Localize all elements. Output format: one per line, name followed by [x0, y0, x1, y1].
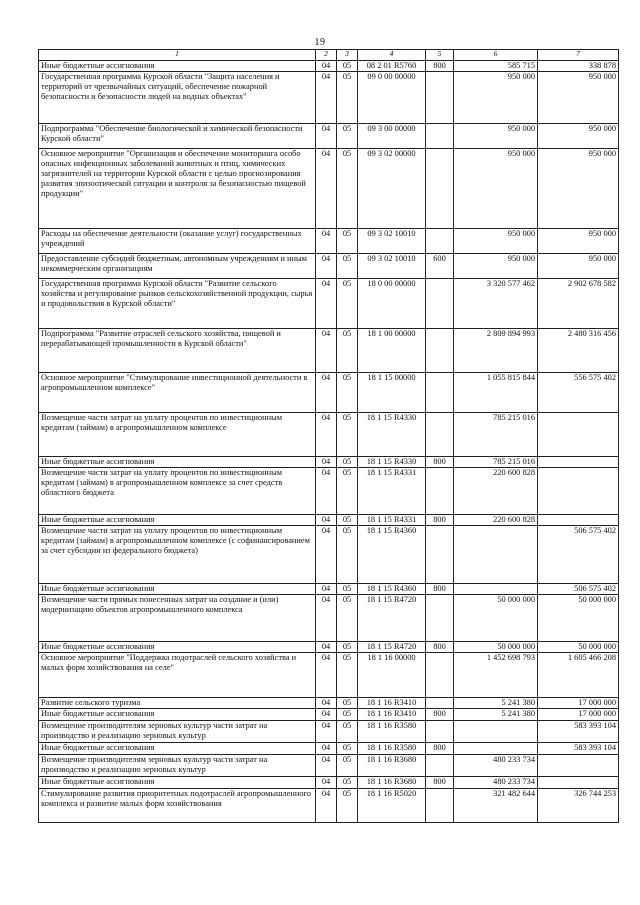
- target-article-code: 18 1 15 R4330: [358, 413, 426, 457]
- subsection-code: 05: [337, 329, 358, 373]
- section-code: 04: [316, 709, 337, 721]
- target-article-code: 18 1 16 R3680: [358, 777, 426, 789]
- table-row: [39, 515, 619, 526]
- expense-type-code: [426, 149, 454, 229]
- target-article-code: 18 1 15 R4330: [358, 457, 426, 468]
- amount-year-2: 556 575 402: [538, 373, 619, 413]
- amount-year-1: 220 600 828: [454, 468, 538, 515]
- expense-type-code: [426, 755, 454, 777]
- expense-type-code: [426, 526, 454, 584]
- amount-year-2: [538, 515, 619, 526]
- row-description: Иные бюджетные ассигнования: [39, 642, 316, 653]
- target-article-code: 18 1 16 R3580: [358, 743, 426, 755]
- column-header: 6: [454, 50, 538, 61]
- section-code: 04: [316, 329, 337, 373]
- target-article-code: 18 1 15 R4720: [358, 642, 426, 653]
- amount-year-1: 3 320 577 462: [454, 279, 538, 329]
- target-article-code: 18 1 16 00000: [358, 653, 426, 698]
- table-row: [39, 254, 619, 279]
- target-article-code: 18 1 16 R3410: [358, 698, 426, 709]
- table-row: [39, 642, 619, 653]
- section-code: 04: [316, 698, 337, 709]
- row-description: Иные бюджетные ассигнования: [39, 709, 316, 721]
- column-header-row: [39, 50, 619, 61]
- target-article-code: 18 1 16 R3580: [358, 721, 426, 743]
- section-code: 04: [316, 457, 337, 468]
- column-header: 5: [426, 50, 454, 61]
- amount-year-1: 50 000 000: [454, 595, 538, 642]
- amount-year-1: 5 241 380: [454, 698, 538, 709]
- target-article-code: 08 2 01 R5760: [358, 61, 426, 72]
- table-body: [39, 50, 619, 823]
- row-description: Основное мероприятие "Поддержка подотраслей сельского хозяйства и малых форм хозяйствования на селе": [39, 653, 316, 698]
- section-code: 04: [316, 789, 337, 823]
- row-description: Основное мероприятие "Организация и обеспечение мониторинга особо опасных инфекционных заболеваний животных и птиц, химических загрязнителей на территории Курской области с целью прогнозирования развития эпизоотической ситуации и контроля за безопасностью пищевой продукции": [39, 149, 316, 229]
- amount-year-1: 2 809 894 993: [454, 329, 538, 373]
- target-article-code: 09 0 00 00000: [358, 72, 426, 124]
- target-article-code: 09 3 02 00000: [358, 149, 426, 229]
- table-row: [39, 698, 619, 709]
- row-description: Иные бюджетные ассигнования: [39, 584, 316, 595]
- row-description: Подпрограмма "Развитие отраслей сельского хозяйства, пищевой и перерабатывающей промышленности в Курской области": [39, 329, 316, 373]
- target-article-code: 18 1 16 R3410: [358, 709, 426, 721]
- subsection-code: 05: [337, 789, 358, 823]
- table-row: [39, 124, 619, 149]
- amount-year-2: 50 000 000: [538, 642, 619, 653]
- expense-type-code: [426, 413, 454, 457]
- subsection-code: 05: [337, 72, 358, 124]
- amount-year-2: 17 000 000: [538, 709, 619, 721]
- amount-year-2: 2 902 678 582: [538, 279, 619, 329]
- column-header: 4: [358, 50, 426, 61]
- expense-type-code: 800: [426, 777, 454, 789]
- amount-year-1: 785 215 016: [454, 457, 538, 468]
- expense-type-code: [426, 595, 454, 642]
- table-row: [39, 61, 619, 72]
- subsection-code: 05: [337, 721, 358, 743]
- column-header: 3: [337, 50, 358, 61]
- expense-type-code: [426, 329, 454, 373]
- row-description: Иные бюджетные ассигнования: [39, 515, 316, 526]
- amount-year-1: [454, 721, 538, 743]
- amount-year-2: [538, 777, 619, 789]
- expense-type-code: 800: [426, 709, 454, 721]
- subsection-code: 05: [337, 595, 358, 642]
- table-row: [39, 743, 619, 755]
- amount-year-2: 1 605 466 208: [538, 653, 619, 698]
- amount-year-1: 950 000: [454, 124, 538, 149]
- amount-year-2: 326 744 253: [538, 789, 619, 823]
- amount-year-1: 785 215 016: [454, 413, 538, 457]
- amount-year-2: 950 000: [538, 254, 619, 279]
- table-row: [39, 468, 619, 515]
- section-code: 04: [316, 721, 337, 743]
- section-code: 04: [316, 595, 337, 642]
- amount-year-1: 950 000: [454, 72, 538, 124]
- section-code: 04: [316, 777, 337, 789]
- table-row: [39, 72, 619, 124]
- amount-year-2: 950 000: [538, 229, 619, 254]
- amount-year-1: 50 000 000: [454, 642, 538, 653]
- table-row: [39, 413, 619, 457]
- expense-type-code: 800: [426, 642, 454, 653]
- subsection-code: 05: [337, 457, 358, 468]
- subsection-code: 05: [337, 777, 358, 789]
- amount-year-2: 338 878: [538, 61, 619, 72]
- amount-year-2: 583 393 104: [538, 743, 619, 755]
- target-article-code: 09 3 00 00000: [358, 124, 426, 149]
- target-article-code: 09 3 02 10010: [358, 229, 426, 254]
- amount-year-1: 321 482 644: [454, 789, 538, 823]
- table-row: [39, 229, 619, 254]
- row-description: Возмещение части прямых понесенных затрат на создание и (или) модернизацию объектов агропромышленного комплекса: [39, 595, 316, 642]
- amount-year-2: 17 000 000: [538, 698, 619, 709]
- section-code: 04: [316, 279, 337, 329]
- amount-year-2: 50 000 000: [538, 595, 619, 642]
- table-row: [39, 709, 619, 721]
- amount-year-2: 950 000: [538, 124, 619, 149]
- section-code: 04: [316, 755, 337, 777]
- row-description: Государственная программа Курской области "Развитие сельского хозяйства и регулирование рынков сельскохозяйственной продукции, сырья и продовольствия в Курской области": [39, 279, 316, 329]
- table-row: [39, 584, 619, 595]
- amount-year-1: 950 000: [454, 254, 538, 279]
- target-article-code: 18 1 15 00000: [358, 373, 426, 413]
- expense-type-code: 800: [426, 457, 454, 468]
- subsection-code: 05: [337, 61, 358, 72]
- target-article-code: 18 1 15 R4720: [358, 595, 426, 642]
- amount-year-2: 2 480 316 456: [538, 329, 619, 373]
- expense-type-code: 800: [426, 515, 454, 526]
- expense-type-code: [426, 653, 454, 698]
- amount-year-1: 1 452 698 793: [454, 653, 538, 698]
- section-code: 04: [316, 743, 337, 755]
- amount-year-1: 220 600 828: [454, 515, 538, 526]
- table-row: [39, 755, 619, 777]
- table-row: [39, 373, 619, 413]
- amount-year-2: [538, 457, 619, 468]
- table-row: [39, 721, 619, 743]
- expense-type-code: [426, 229, 454, 254]
- column-header: 7: [538, 50, 619, 61]
- row-description: Возмещение части затрат на уплату процентов по инвестиционным кредитам (займам) в агропромышленном комплексе за счет средств областного бюджета: [39, 468, 316, 515]
- subsection-code: 05: [337, 279, 358, 329]
- target-article-code: 18 1 15 R4360: [358, 526, 426, 584]
- expense-type-code: 800: [426, 743, 454, 755]
- row-description: Возмещение производителям зерновых культур части затрат на производство и реализацию зерновых культур: [39, 721, 316, 743]
- expense-type-code: [426, 789, 454, 823]
- subsection-code: 05: [337, 526, 358, 584]
- expense-type-code: [426, 468, 454, 515]
- row-description: Возмещение производителям зерновых культур части затрат на производство и реализацию зерновых культур: [39, 755, 316, 777]
- section-code: 04: [316, 373, 337, 413]
- row-description: Иные бюджетные ассигнования: [39, 457, 316, 468]
- section-code: 04: [316, 468, 337, 515]
- table-row: [39, 457, 619, 468]
- target-article-code: 18 1 15 R4331: [358, 468, 426, 515]
- subsection-code: 05: [337, 124, 358, 149]
- expense-type-code: [426, 373, 454, 413]
- amount-year-1: 950 000: [454, 229, 538, 254]
- amount-year-2: 583 393 104: [538, 721, 619, 743]
- target-article-code: 18 1 16 R3680: [358, 755, 426, 777]
- expense-type-code: [426, 279, 454, 329]
- amount-year-1: 480 233 734: [454, 777, 538, 789]
- amount-year-2: [538, 413, 619, 457]
- table-row: [39, 653, 619, 698]
- subsection-code: 05: [337, 642, 358, 653]
- section-code: 04: [316, 72, 337, 124]
- amount-year-2: 506 575 402: [538, 584, 619, 595]
- row-description: Основное мероприятие "Стимулирование инвестиционной деятельности в агропромышленном комплексе": [39, 373, 316, 413]
- expense-type-code: 800: [426, 584, 454, 595]
- section-code: 04: [316, 124, 337, 149]
- expense-type-code: [426, 698, 454, 709]
- amount-year-2: 950 000: [538, 149, 619, 229]
- target-article-code: 18 1 15 R4360: [358, 584, 426, 595]
- subsection-code: 05: [337, 515, 358, 526]
- subsection-code: 05: [337, 698, 358, 709]
- page-number: 19: [314, 37, 326, 48]
- subsection-code: 05: [337, 149, 358, 229]
- subsection-code: 05: [337, 653, 358, 698]
- expense-type-code: 600: [426, 254, 454, 279]
- section-code: 04: [316, 61, 337, 72]
- subsection-code: 05: [337, 584, 358, 595]
- amount-year-2: 506 575 402: [538, 526, 619, 584]
- column-header: 1: [39, 50, 316, 61]
- row-description: Иные бюджетные ассигнования: [39, 61, 316, 72]
- target-article-code: 18 1 15 R4331: [358, 515, 426, 526]
- amount-year-1: [454, 526, 538, 584]
- amount-year-1: 585 715: [454, 61, 538, 72]
- section-code: 04: [316, 413, 337, 457]
- subsection-code: 05: [337, 254, 358, 279]
- amount-year-1: 5 241 380: [454, 709, 538, 721]
- subsection-code: 05: [337, 373, 358, 413]
- target-article-code: 09 3 02 10010: [358, 254, 426, 279]
- target-article-code: 18 1 00 00000: [358, 329, 426, 373]
- subsection-code: 05: [337, 709, 358, 721]
- table-row: [39, 149, 619, 229]
- row-description: Возмещение части затрат на уплату процентов по инвестиционным кредитам (займам) в агропромышленном комплексе (с софинансированием за счет субсидии из федерального бюджета): [39, 526, 316, 584]
- section-code: 04: [316, 526, 337, 584]
- amount-year-2: [538, 468, 619, 515]
- row-description: Подпрограмма "Обеспечение биологической и химической безопасности Курской области": [39, 124, 316, 149]
- row-description: Иные бюджетные ассигнования: [39, 743, 316, 755]
- amount-year-1: 950 000: [454, 149, 538, 229]
- amount-year-1: 1 055 815 844: [454, 373, 538, 413]
- expense-type-code: [426, 72, 454, 124]
- section-code: 04: [316, 254, 337, 279]
- section-code: 04: [316, 229, 337, 254]
- row-description: Государственная программа Курской области "Защита населения и территорий от чрезвычайных ситуаций, обеспечение пожарной безопасности и безопасности людей на водных объектах": [39, 72, 316, 124]
- row-description: Иные бюджетные ассигнования: [39, 777, 316, 789]
- table-row: [39, 789, 619, 823]
- expense-type-code: [426, 124, 454, 149]
- budget-table: [38, 49, 619, 823]
- table-row: [39, 279, 619, 329]
- column-header: 2: [316, 50, 337, 61]
- row-description: Возмещение части затрат на уплату процентов по инвестиционным кредитам (займам) в агропромышленном комплексе: [39, 413, 316, 457]
- expense-type-code: 800: [426, 61, 454, 72]
- amount-year-1: 480 233 734: [454, 755, 538, 777]
- target-article-code: 18 0 00 00000: [358, 279, 426, 329]
- table-row: [39, 595, 619, 642]
- section-code: 04: [316, 149, 337, 229]
- expense-type-code: [426, 721, 454, 743]
- subsection-code: 05: [337, 743, 358, 755]
- section-code: 04: [316, 653, 337, 698]
- section-code: 04: [316, 584, 337, 595]
- table-row: [39, 329, 619, 373]
- amount-year-1: [454, 743, 538, 755]
- row-description: Предоставление субсидий бюджетным, автономным учреждениям и иным некоммерческим организациям: [39, 254, 316, 279]
- amount-year-2: 950 000: [538, 72, 619, 124]
- section-code: 04: [316, 515, 337, 526]
- target-article-code: 18 1 16 R5020: [358, 789, 426, 823]
- row-description: Расходы на обеспечение деятельности (оказание услуг) государственных учреждений: [39, 229, 316, 254]
- row-description: Развитие сельского туризма: [39, 698, 316, 709]
- row-description: Стимулирование развития приоритетных подотраслей агропромышленного комплекса и развитие малых форм хозяйствования: [39, 789, 316, 823]
- table-row: [39, 526, 619, 584]
- amount-year-2: [538, 755, 619, 777]
- subsection-code: 05: [337, 229, 358, 254]
- subsection-code: 05: [337, 755, 358, 777]
- subsection-code: 05: [337, 468, 358, 515]
- table-row: [39, 777, 619, 789]
- amount-year-1: [454, 584, 538, 595]
- section-code: 04: [316, 642, 337, 653]
- subsection-code: 05: [337, 413, 358, 457]
